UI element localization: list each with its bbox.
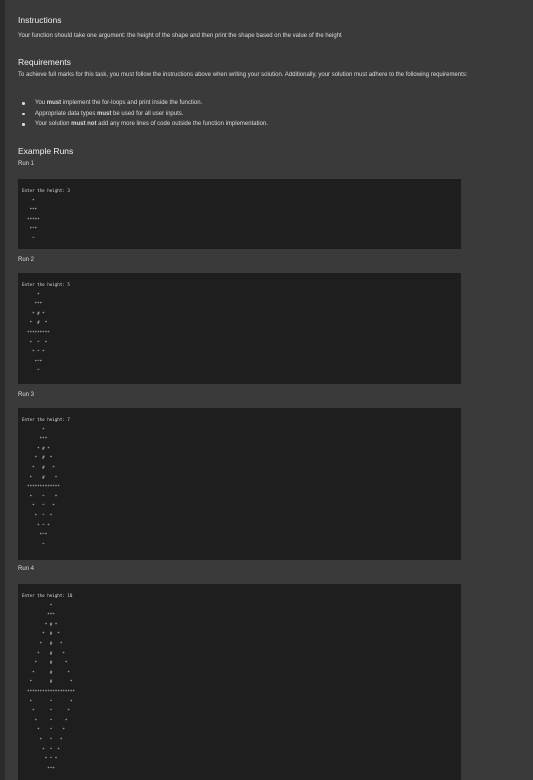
run-4-label: Run 4 [18, 566, 35, 572]
output-line: * # * [22, 660, 68, 666]
requirement-item: You must implement the for-loops and print inside the function. [18, 98, 478, 109]
example-runs-heading: Example Runs [18, 146, 74, 156]
output-line: * [22, 602, 53, 608]
output-line: *^* [22, 532, 48, 538]
requirements-heading: Requirements [18, 57, 71, 67]
output-line: * ^ * [22, 512, 53, 518]
output-line: ^ [22, 235, 35, 241]
output-line: * # * [22, 310, 45, 316]
output-line: ********* [22, 329, 50, 335]
instructions-text: Your function should take one argument: the height of the shape and then print the shape based on the value of the height [18, 33, 342, 39]
output-line: * # * [22, 455, 53, 461]
prompt-line: Enter the height: 10 [22, 593, 73, 598]
output-line: * ^ * [22, 708, 70, 714]
output-line: * [22, 426, 45, 432]
left-border [0, 0, 5, 780]
output-line: *** [22, 436, 48, 442]
output-line: * [22, 197, 35, 203]
output-line: * ^ * [22, 736, 63, 742]
output-line: ************* [22, 484, 60, 490]
output-line: * ^ * [22, 717, 68, 723]
requirements-list [18, 98, 478, 130]
output-line: * # * [22, 621, 58, 627]
output-line: * # * [22, 320, 48, 326]
output-line: *^* [22, 226, 38, 232]
output-line: *^* [22, 765, 55, 771]
output-line: * [22, 291, 40, 297]
instructions-heading: Instructions [18, 15, 62, 25]
output-line: ^ [22, 541, 45, 547]
run-1-label: Run 1 [18, 161, 35, 167]
prompt-line: Enter the height: 7 [22, 417, 70, 422]
requirement-item: Appropriate data types must be used for all user inputs. [18, 109, 478, 120]
output-line: *** [22, 612, 55, 618]
output-line: * ^ * [22, 698, 73, 704]
output-line: *** [22, 301, 43, 307]
output-line: * # * [22, 445, 50, 451]
output-line: *^* [22, 358, 43, 364]
output-line: * ^ * [22, 339, 48, 345]
output-line: * ^ * [22, 756, 58, 762]
run-3-label: Run 3 [18, 392, 35, 398]
output-line: ***** [22, 216, 40, 222]
output-line: * ^ * [22, 349, 45, 355]
output-line: ^ [22, 368, 40, 374]
requirements-intro: To achieve full marks for this task, you must follow the instructions above when writing your solution. Additionally, your solution must adhere to the following requirements: [18, 72, 468, 78]
output-line: * ^ * [22, 503, 55, 509]
output-line: ******************* [22, 688, 75, 694]
output-line: * ^ * [22, 522, 50, 528]
output-line: * # * [22, 679, 73, 685]
prompt-line: Enter the height: 5 [22, 282, 70, 287]
output-line: * # * [22, 464, 55, 470]
run-2-output [18, 273, 461, 384]
output-line: * # * [22, 669, 70, 675]
output-line: * ^ * [22, 493, 58, 499]
output-line: * ^ * [22, 727, 65, 733]
output-line: * # * [22, 631, 60, 637]
run-4-output [18, 584, 461, 780]
output-line: * # * [22, 640, 63, 646]
requirement-item: Your solution must not add any more lines of code outside the function implementation. [18, 119, 478, 130]
prompt-line: Enter the height: 3 [22, 188, 70, 193]
run-1-output [18, 179, 461, 249]
output-line: * # * [22, 650, 65, 656]
run-2-label: Run 2 [18, 257, 35, 263]
output-line: * # * [22, 474, 58, 480]
run-3-output [18, 408, 461, 560]
output-line: *** [22, 207, 38, 213]
output-line: * ^ * [22, 746, 60, 752]
